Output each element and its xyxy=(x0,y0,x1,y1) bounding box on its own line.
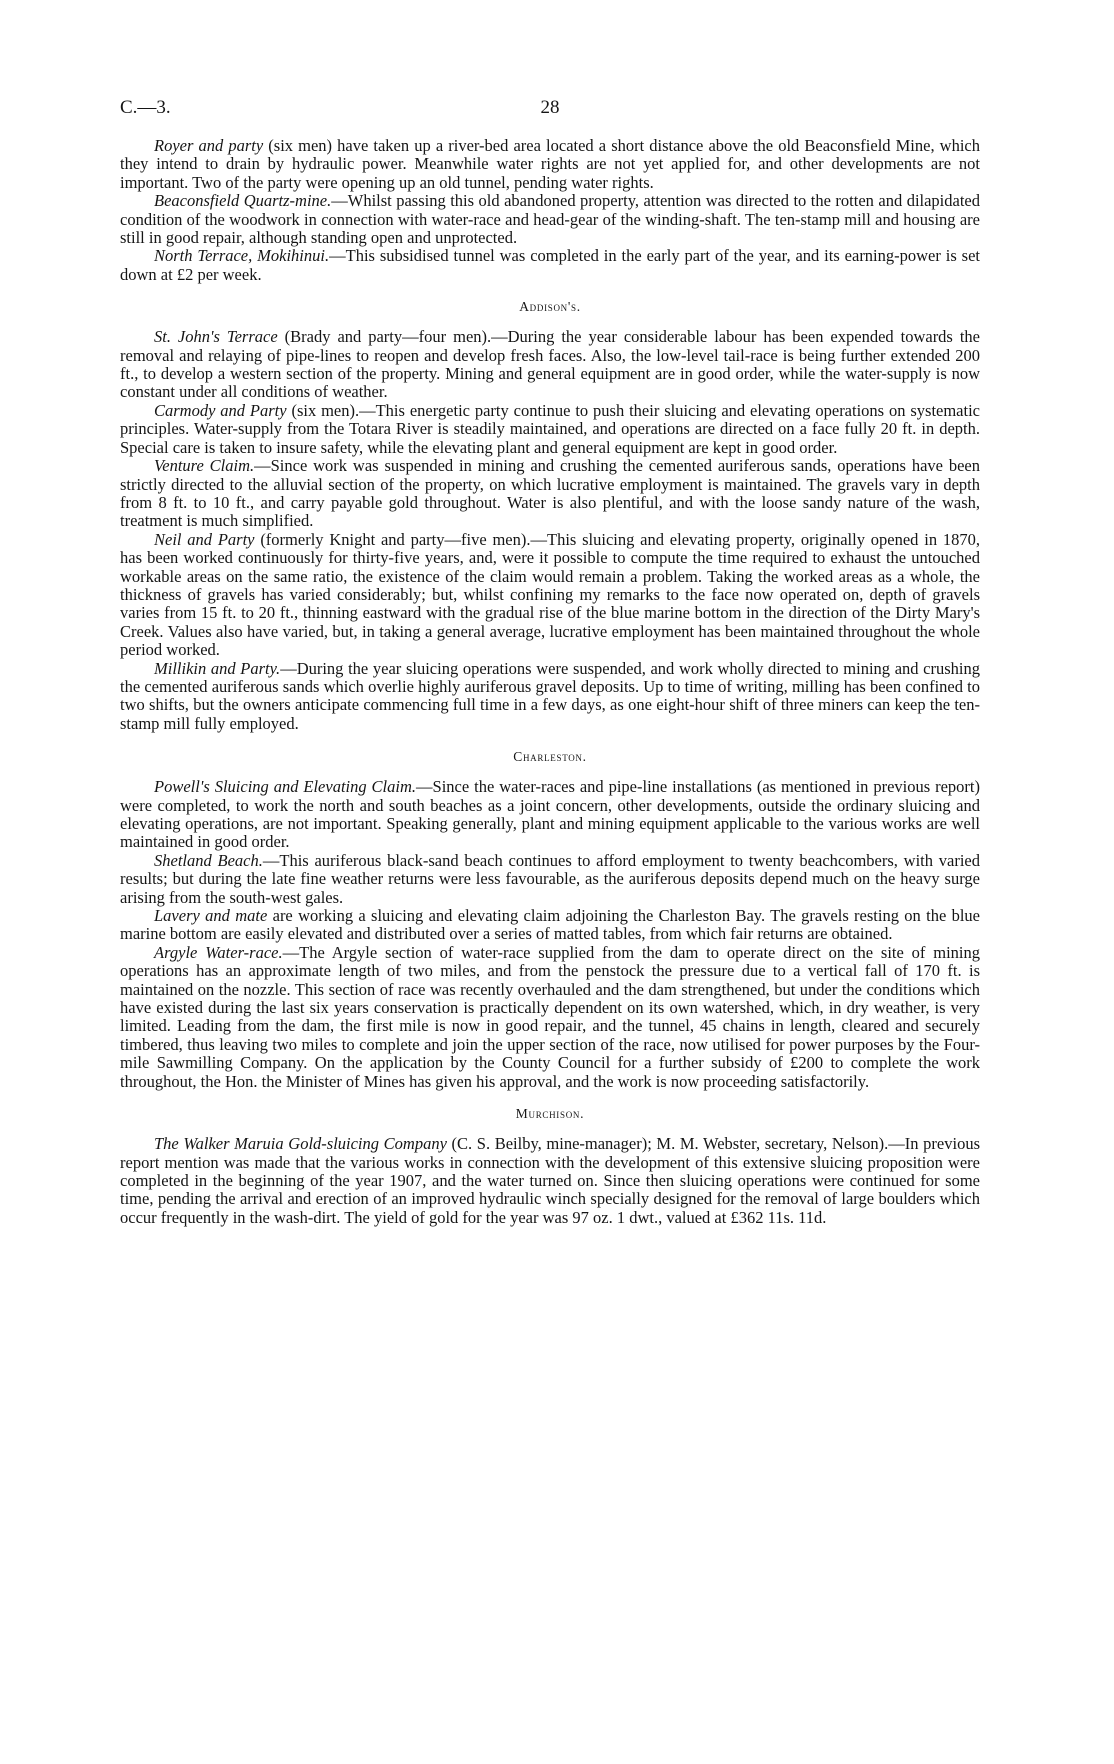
paragraph-text: are working a sluicing and elevating claim adjoining the Charleston Bay. The gravels resting on the blue marine bottom are easily elevated and distributed over a series of matted tables, from which fair returns are obtained. xyxy=(120,906,980,944)
paragraph-text: —The Argyle section of water-race supplied from the dam to operate direct on the site of mining operations has an approximate length of two miles, and from the penstock the pressure due to a vertical fall of 170 ft. is maintained on the nozzle. This section of race was recently overhauled and the dam strengthened, but under the conditions which have existed during the last six years conservation is practically dependent on its own watershed, which, in dry weather, is very limited. Leading from the dam, the first mile is now in good repair, and the tunnel, 45 chains in length, cleared and securely timbered, thus leaving two miles to complete and join the upper section of the race, now utilised for power purposes by the Four-mile Sawmilling Company. On the application by the County Council for a further subsidy of £200 to complete the work throughout, the Hon. the Minister of Mines has given his approval, and the work is now proceeding satisfactorily. xyxy=(120,942,980,1091)
paragraph-lead: Neil and Party xyxy=(154,529,255,549)
paragraph-walker-maruia xyxy=(120,1135,980,1227)
section-heading-addisons: Addison's. xyxy=(519,299,581,315)
paragraph-carmody-and-party xyxy=(120,402,980,457)
running-header xyxy=(120,96,980,120)
paragraph-shetland-beach xyxy=(120,852,980,907)
paragraph-lead: St. John's Terrace xyxy=(154,327,278,347)
paragraph-venture-claim xyxy=(120,457,980,531)
paragraph-text: —Whilst passing this old abandoned property, attention was directed to the rotten and dilapidated condition of the woodwork in connection with water-race and head-gear of the winding-shaft. The ten-stamp mill and housing are still in good repair, although standing open and unprotected. xyxy=(120,191,980,248)
paragraph-text: —During the year sluicing operations were suspended, and work wholly directed to mining and crushing the cemented auriferous sands which overlie highly auriferous gravel deposits. Up to time of writing, milling has been confined to two shifts, but the owners anticipate commencing full time in a few days, as one eight-hour shift of three miners can keep the ten-stamp mill fully employed. xyxy=(120,658,980,733)
paragraph-lavery-and-mate xyxy=(120,907,980,944)
paragraph-north-terrace xyxy=(120,247,980,284)
paragraph-text: (C. S. Beilby, mine-manager); M. M. Webster, secretary, Nelson).—In previous report mention was made that the various works in connection with the development of this extensive sluicing proposition were completed in the beginning of the year 1907, and the water turned on. Since then sluicing operations were continued for some time, pending the arrival and erection of an improved hydraulic winch specially designed for the removal of large boulders which occur frequently in the wash-dirt. The yield of gold for the year was 97 oz. 1 dwt., valued at £362 11s. 11d. xyxy=(120,1134,980,1227)
paragraph-neil-and-party xyxy=(120,531,980,660)
paragraph-lead: The Walker Maruia Gold-sluicing Company xyxy=(154,1134,447,1154)
document-reference: C.—3. xyxy=(120,97,171,118)
paragraph-lead: Royer and party xyxy=(154,136,264,155)
paragraph-lead: Carmody and Party xyxy=(154,400,287,420)
paragraph-powells-claim xyxy=(120,778,980,852)
section-heading-charleston: Charleston. xyxy=(513,749,587,765)
paragraph-lead: Lavery and mate xyxy=(154,906,268,926)
paragraph-lead: Argyle Water-race. xyxy=(154,942,283,962)
paragraph-lead: Millikin and Party. xyxy=(154,658,281,678)
paragraph-lead: Beaconsfield Quartz-mine. xyxy=(154,191,332,211)
paragraph-lead: Venture Claim. xyxy=(154,456,255,476)
paragraph-beaconsfield-quartz-mine xyxy=(120,192,980,247)
paragraph-text: (formerly Knight and party—five men).—This sluicing and elevating property, originally opened in 1870, has been worked continuously for thirty-five years, and, were it possible to compute the time required to exhaust the untouched workable areas on the same ratio, the existence of the claim would remain a problem. Taking the worked areas as a whole, the thickness of gravels has varied considerably; but, whilst confining my remarks to the face now operated on, depth of gravels varies from 15 ft. to 20 ft., thinning eastward with the gradual rise of the blue marine bottom in the direction of the Dirty Mary's Creek. Values also have varied, but, in taking a general average, lucrative employment has been maintained throughout the whole period worked. xyxy=(120,529,980,660)
paragraph-text: —Since work was suspended in mining and crushing the cemented auriferous sands, operations have been strictly directed to the alluvial section of the property, on which lucrative employment is maintained. The gravels vary in depth from 8 ft. to 10 ft., and carry payable gold throughout. Water is also plentiful, and with the loose sandy nature of the wash, treatment is much simplified. xyxy=(120,456,980,531)
section-heading-murchison: Murchison. xyxy=(515,1106,585,1122)
paragraph-text: (six men) have taken up a river-bed area located a short distance above the old Beaconsfield Mine, which they intend to drain by hydraulic power. Meanwhile water rights are not yet applied for, and other developments are not important. Two of the party were opening up an old tunnel, pending water rights. xyxy=(120,136,980,192)
section-murchison xyxy=(120,1105,980,1227)
paragraph-lead: Powell's Sluicing and Elevating Claim. xyxy=(154,777,417,797)
section-addisons xyxy=(120,298,980,733)
paragraph-text: —This auriferous black-sand beach continues to afford employment to twenty beachcombers, with varied results; but during the late fine weather returns were less favourable, as the auriferous deposits depend much on the heavy surge arising from the south-west gales. xyxy=(120,850,980,907)
paragraph-st-johns-terrace xyxy=(120,328,980,402)
paragraph-lead: North Terrace, Mokihinui. xyxy=(154,246,330,266)
paragraph-millikin-and-party xyxy=(120,660,980,734)
paragraph-lead: Shetland Beach. xyxy=(154,850,263,870)
page-number: 28 xyxy=(540,97,560,118)
paragraph-royer-and-party xyxy=(120,137,980,192)
paragraph-text: —This subsidised tunnel was completed in the early part of the year, and its earning-power is set down at £2 per week. xyxy=(120,246,981,284)
paragraph-text: (Brady and party—four men).—During the year considerable labour has been expended towards the removal and relaying of pipe-lines to reopen and develop fresh faces. Also, the low-level tail-race is being further extended 200 ft., to develop a western section of the property. Mining and general equipment are in good order, while the water-supply is now constant under all conditions of weather. xyxy=(120,327,980,402)
paragraph-text: (six men).—This energetic party continue to push their sluicing and elevating operations on systematic principles. Water-supply from the Totara River is steadily maintained, and operations are directed on a face fully 20 ft. in depth. Special care is taken to insure safety, while the elevating plant and general equipment are kept in good order. xyxy=(120,400,980,457)
paragraph-text: —Since the water-races and pipe-line installations (as mentioned in previous report) were completed, to work the north and south beaches as a joint concern, other developments, outside the ordinary sluicing and elevating operations, are not important. Speaking generally, plant and mining equipment applicable to the various works are well maintained in good order. xyxy=(120,777,980,852)
body-text xyxy=(120,137,980,1227)
paragraph-argyle-water-race xyxy=(120,944,980,1091)
section-charleston xyxy=(120,748,980,1091)
